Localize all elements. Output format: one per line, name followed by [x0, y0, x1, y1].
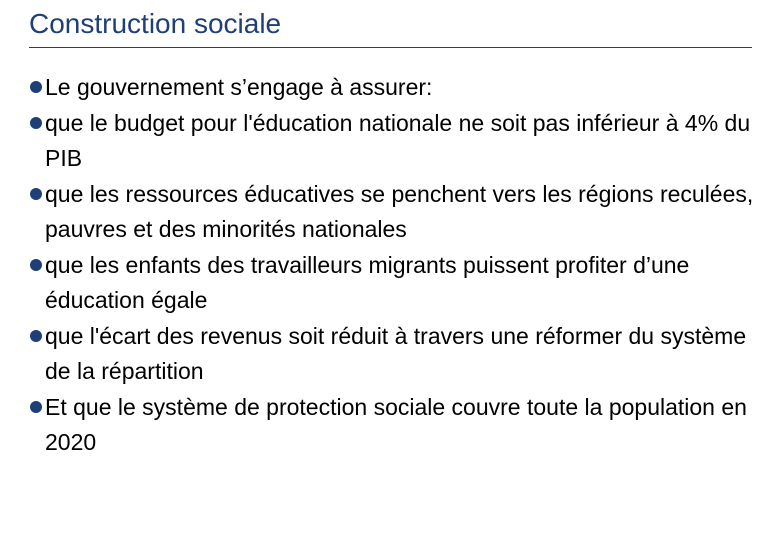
bullet-item-3 — [29, 177, 764, 248]
bullet-item-6 — [29, 390, 764, 461]
bullet-item-1 — [29, 70, 764, 106]
bullet-text-4: que les enfants des travailleurs migrants puissent profiter d’une éducation égale — [45, 251, 690, 313]
bullet-text-6: Et que le système de protection sociale couvre toute la population en 2020 — [45, 393, 747, 455]
bullet-item-5 — [29, 319, 764, 390]
bullet-text-5: que l'écart des revenus soit réduit à travers une réformer du système de la répartition — [45, 322, 747, 384]
bullet-item-4 — [29, 248, 764, 319]
bullet-dot-icon — [30, 188, 42, 200]
bullet-dot-icon — [30, 401, 42, 413]
slide-title: Construction sociale — [29, 8, 282, 39]
bullet-text-1: Le gouvernement s’engage à assurer: — [45, 74, 433, 100]
title-underline — [29, 47, 752, 48]
bullet-dot-icon — [30, 117, 42, 129]
bullet-dot-icon — [30, 259, 42, 271]
bullet-text-3: que les ressources éducatives se penchent vers les régions reculées, pauvres et des minorités nationales — [45, 180, 754, 242]
bullet-dot-icon — [30, 330, 42, 342]
bullet-dot-icon — [30, 81, 42, 93]
bullet-list — [29, 70, 764, 461]
bullet-item-2 — [29, 106, 764, 177]
bullet-text-2: que le budget pour l'éducation nationale ne soit pas inférieur à 4% du PIB — [45, 109, 751, 171]
